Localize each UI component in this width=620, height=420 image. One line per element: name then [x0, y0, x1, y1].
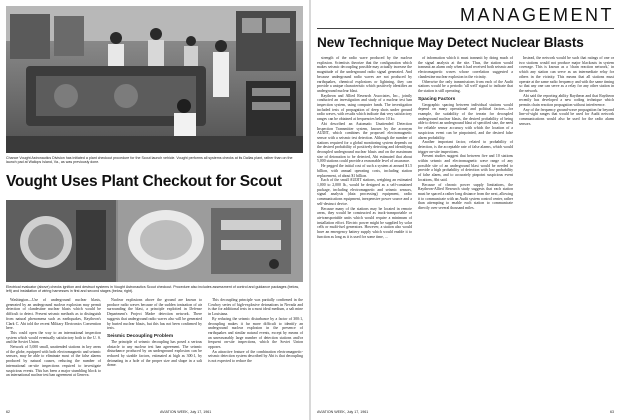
body-paragraph: Any of the frequency ground-wave propagation far beyond line-of-sight ranges that would be used for Audit network communications would also be used for the radio alarm sensors. — [519, 107, 614, 126]
body-paragraph: Instead, the network would be such that ratings of one or two stations would not produce major blackouts in system coverage. This is known as a 'chain reaction network,' in which any station can serve as an intermediate relay for others in the vicinity. This means that all stations must operate at the same radio frequency and with the same timing so that any one can serve as a relay for any other station in the network. — [519, 56, 614, 93]
body-paragraph: Network of 5,000 small, unattended stations in key areas of the globe, equipped with both electromagnetic and seismic sensors, may be able to eliminate most of the false alarms produced by natural causes, reducing the number of international on-site inspections required to investigate suspicious events. This has been a major stumbling block to an international nuclear test ban agreement at Geneva. — [6, 345, 101, 378]
body-paragraph: Abt said the reporting ability Raytheon and that Raytheon recently has developed a new coding technique which permits chain reaction propagation without interference. — [519, 93, 614, 108]
body-paragraph: Abt described an Automatic Unattended Detection Inspection Transmitter system, known by the acronym AUDIT, which combines the proposed electromagnetic sensor with a seismic test detection. Although the number of stations required for a global monitoring system depends on the desired probability of positively detecting and identifying decoupled underground nuclear blasts and on the maximum size of detonation to be detected, Abt estimated that about 5,000 stations could provide a reasonable level of assurance. — [317, 121, 412, 164]
left-column-3 — [208, 298, 303, 410]
right-page-number: 63 — [610, 410, 614, 414]
body-paragraph: strength of the radio wave produced by the nuclear explosion. Scientists theorize that the configuration which makes seismic decoupling possible may actually increase the magnitude of the underground radio signal generated. And because underground radio waves are not produced by earthquakes, chemical explosions or lightning, they can provide a unique characteristic which positively identifies an underground nuclear blast. — [317, 56, 412, 93]
body-paragraph: Another important factor, related to probability of detection, is the acceptable rate of false alarms, which would trigger on-site inspections. — [418, 140, 513, 154]
body-paragraph: Each of the small AUDIT stations, weighing an estimated 1,000 to 2,000 lb., would be designed as a self-contained package, including electromagnetic and seismic sensors, signal analysis (data processing) equipment, radio communications equipment, inexpensive power source and a self-destruct device. — [317, 178, 412, 206]
body-paragraph: An attractive feature of the combination electromagnetic-seismic detection system described by Abt is that decoupling is not expected to reduce the — [208, 349, 303, 364]
body-paragraph: Raytheon and Allied Research Associates, Inc., jointly conducted an investigation and study of a nuclear test ban inspection system, using computer funds. The investigation included tests of propagation of deep shots under ground radio waves, with results which indicate that very satisfactory ranges can be obtained at frequencies below 10 kc. — [317, 93, 412, 122]
body-paragraph: This could open the way to an international inspection system which would eventually satisfactory both to the U. S. and the Soviet Union. — [6, 330, 101, 345]
top-photo-caption: Chance Vought Astronautics Division has initiated a plant checkout procedure for the Scout launch vehicle. Vought performs all systems checks at its Dallas plant, rather than on the launch pad at Wallops Island, Va., as was previously done. — [6, 156, 293, 165]
body-paragraph: Geographic spacing between individual stations would depend on many operational and political factors—for example, the suitability of the terrain for decoupled underground nuclear blasts, the desired probability of being able to detect an underground blast of specified size, the need for reliable sensor accuracy with which the location of a suspicious event can be pinpointed, and the desired false alarm probability. — [418, 102, 513, 140]
left-page-number: 62 — [6, 410, 10, 414]
body-paragraph: of information which it must transmit by doing much of the signal analysis at the site. Thus, the station would transmit an alarm only when it had received both seismic and electromagnetic waves whose correlation suggested a clandestine nuclear explosion in the vicinity. — [418, 56, 513, 79]
right-column-2 — [418, 56, 513, 408]
left-headline: Vought Uses Plant Checkout for Scout — [6, 173, 282, 190]
body-paragraph: Washington—Use of underground nuclear blasts, generated by an underground nuclear explosion may permit detection of clandestine nuclear blasts which would be difficult to detect. Present seismic methods as to distinguish from natural phenomena such as earthquakes, Raytheon's Clark C. Abt told the recent Military Electronics Convention here. — [6, 298, 101, 331]
body-paragraph: Because of chronic power supply limitations, the Raytheon-Allied Research study suggests that each station must be spaced a rather long distance from the next, allowing it to communicate with an Audit system control center, rather than attempting to enable each station to communicate directly over several thousand miles. — [418, 182, 513, 211]
factory-checkout-photo — [6, 6, 303, 153]
bottom-photo-caption: Electrical evaluator (above) checks ignition and destruct systems in Vought Astronautics Scout checkout. Procedure also includes assessment of control and guidance packages (below, left) and installation of wiring harnesses in first and second stages (below, right). — [6, 285, 299, 294]
right-page-footer: AVIATION WEEK, July 17, 1961 — [317, 410, 369, 414]
right-headline: New Technique May Detect Nuclear Blasts — [317, 35, 584, 50]
checkout-photos-bottom — [6, 200, 303, 282]
right-page — [311, 0, 620, 420]
body-paragraph: This decoupling principle was partially confirmed in the Cowboy series of high-explosive detonations in Nevada and is due for additional tests in a most ideal medium, a salt mine in Louisiana. — [208, 298, 303, 317]
right-column-1 — [317, 56, 412, 408]
body-paragraph: Because many of the stations may be located in remote areas, they would be constructed as truck-transportable or air-transportable units which would require a minimum of installation effort. Electric power might be supplied by solar cells or multi-fuel generators. However, a station also would have an emergency battery supply which would enable it to function as long as it is used for some time, ... — [317, 206, 412, 239]
left-page-footer: AVIATION WEEK, July 17, 1961 — [160, 410, 212, 414]
body-paragraph: Nuclear explosions above the ground are known to produce radio waves because of the sudden ionization of air surrounding the blast, a principle exploited in Defense Department's Project Madre detection network. There suggests that underground radio waves also will be generated by buried nuclear blasts, but this has not been confirmed by tests. — [107, 298, 202, 331]
body-paragraph: The principle of seismic decoupling has posed a serious obstacle to any nuclear test ban agreement. The seismic disturbance produced by an underground explosion can be reduced by sizable factors, estimated at high as 300:1, by detonating in a hole of the proper size and shape in a salt dome. — [107, 339, 202, 368]
right-column-3 — [519, 56, 614, 408]
section-heading: MANAGEMENT — [459, 5, 614, 25]
checkout-photo-top — [6, 6, 303, 153]
body-paragraph: Present studies suggest that between five and 10 stations within seismic and electromagnetic wave range of any possible site of an underground blast would be needed to provide a high probability of detection with low probability of false alarm, and to accurately pinpoint suspicious event locations, Abt said. — [418, 154, 513, 182]
subheading: Seismic Decoupling Problem — [107, 333, 174, 339]
left-column-1 — [6, 298, 101, 410]
section-rule — [317, 28, 614, 29]
subheading: Spacing Factors — [418, 96, 456, 102]
left-column-2 — [107, 298, 202, 410]
body-paragraph: Otherwise the only transmissions from each of the Audit stations would be a periodic 'all well' signal to indicate that the station is still operating. — [418, 79, 513, 93]
left-page — [0, 0, 309, 420]
body-paragraph: By reducing the seismic disturbance by a factor of 300:1, decoupling makes it far more difficult to identify an underground nuclear explosion in the presence of earthquakes and similar natural events, except by means of an unreasonably large number of detection stations and/or frequent on-site inspections, which the Soviet Union opposes. — [208, 316, 303, 350]
body-paragraph: He pegged the initial cost of such a system at around $1.5 billion, with annual operating costs, including station replacement, of about $1 billion. — [317, 164, 412, 178]
assembly-photos — [6, 200, 303, 282]
